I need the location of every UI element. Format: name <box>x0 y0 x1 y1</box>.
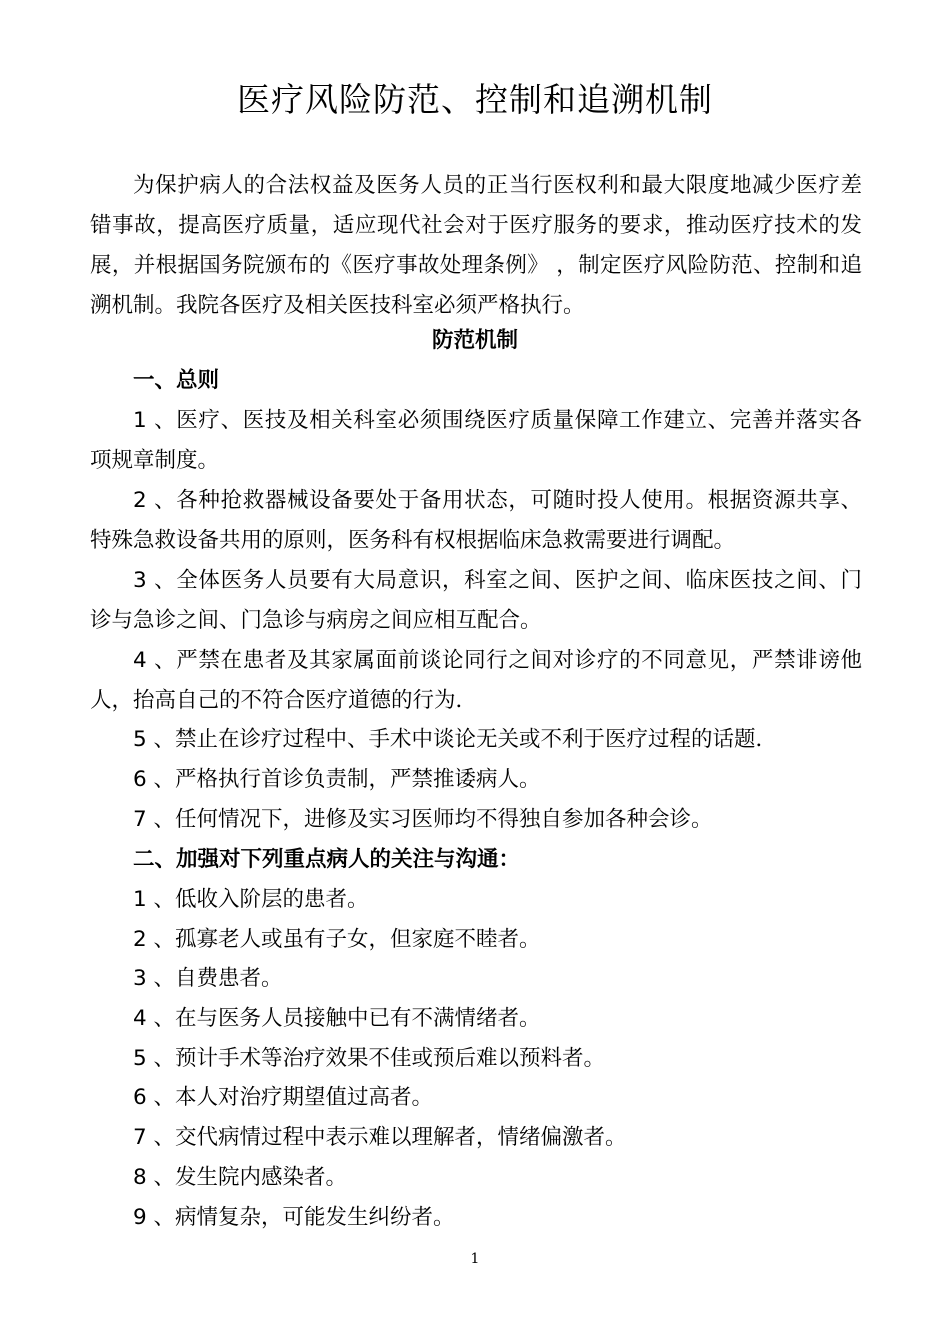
part1-item: 1 、医疗、医技及相关科室必须围绕医疗质量保障工作建立、完善并落实各项规章制度。 <box>90 408 862 473</box>
page-number: 1 <box>470 1251 480 1267</box>
part2-item: 1 、低收入阶层的患者。 <box>133 887 369 912</box>
part2-item: 4 、在与医务人员接触中已有不满情绪者。 <box>133 1006 541 1031</box>
part2-item: 2 、孤寡老人或虽有子女，但家庭不睦者。 <box>133 927 541 952</box>
section-heading: 防范机制 <box>431 328 518 353</box>
part2-heading: 二、加强对下列重点病人的关注与沟通： <box>133 847 521 872</box>
part2-item: 7 、交代病情过程中表示难以理解者，情绪偏激者。 <box>133 1125 627 1150</box>
part2-item: 3 、自费患者。 <box>133 966 283 991</box>
document-title: 医疗风险防范、控制和追溯机制 <box>237 80 713 119</box>
part1-item: 6 、严格执行首诊负责制，严禁推诿病人。 <box>133 767 541 792</box>
part2-item: 6 、本人对治疗期望值过高者。 <box>133 1085 434 1110</box>
part1-heading: 一、总则 <box>133 368 220 393</box>
part1-item: 4 、严禁在患者及其家属面前谈论同行之间对诊疗的不同意见，严禁诽谤他人，抬高自己的不符合医疗道德的行为． <box>90 648 862 713</box>
part1-item: 2 、各种抢救器械设备要处于备用状态，可随时投人使用。根据资源共享、特殊急救设备共用的原则，医务科有权根据临床急救需要进行调配。 <box>90 488 862 553</box>
intro-paragraph: 为保护病人的合法权益及医务人员的正当行医权利和最大限度地减少医疗差错事故，提高医疗质量，适应现代社会对于医疗服务的要求，推动医疗技术的发展，并根据国务院颁布的《医疗事故处理条例》 ，制定医疗风险防范、控制和追溯机制。我院各医疗及相关医技科室必须严格执行。 <box>90 173 862 318</box>
part2-item: 5 、预计手术等治疗效果不佳或预后难以预料者。 <box>133 1046 606 1071</box>
part1-item: 5 、禁止在诊疗过程中、手术中谈论无关或不利于医疗过程的话题． <box>133 727 778 752</box>
part1-item: 3 、全体医务人员要有大局意识，科室之间、医护之间、临床医技之间、门诊与急诊之间、门急诊与病房之间应相互配合。 <box>90 568 862 633</box>
part2-item: 9 、病情复杂，可能发生纠纷者。 <box>133 1205 455 1230</box>
part1-item: 7 、任何情况下，进修及实习医师均不得独自参加各种会诊。 <box>133 807 713 832</box>
part2-item: 8 、发生院内感染者。 <box>133 1165 348 1190</box>
